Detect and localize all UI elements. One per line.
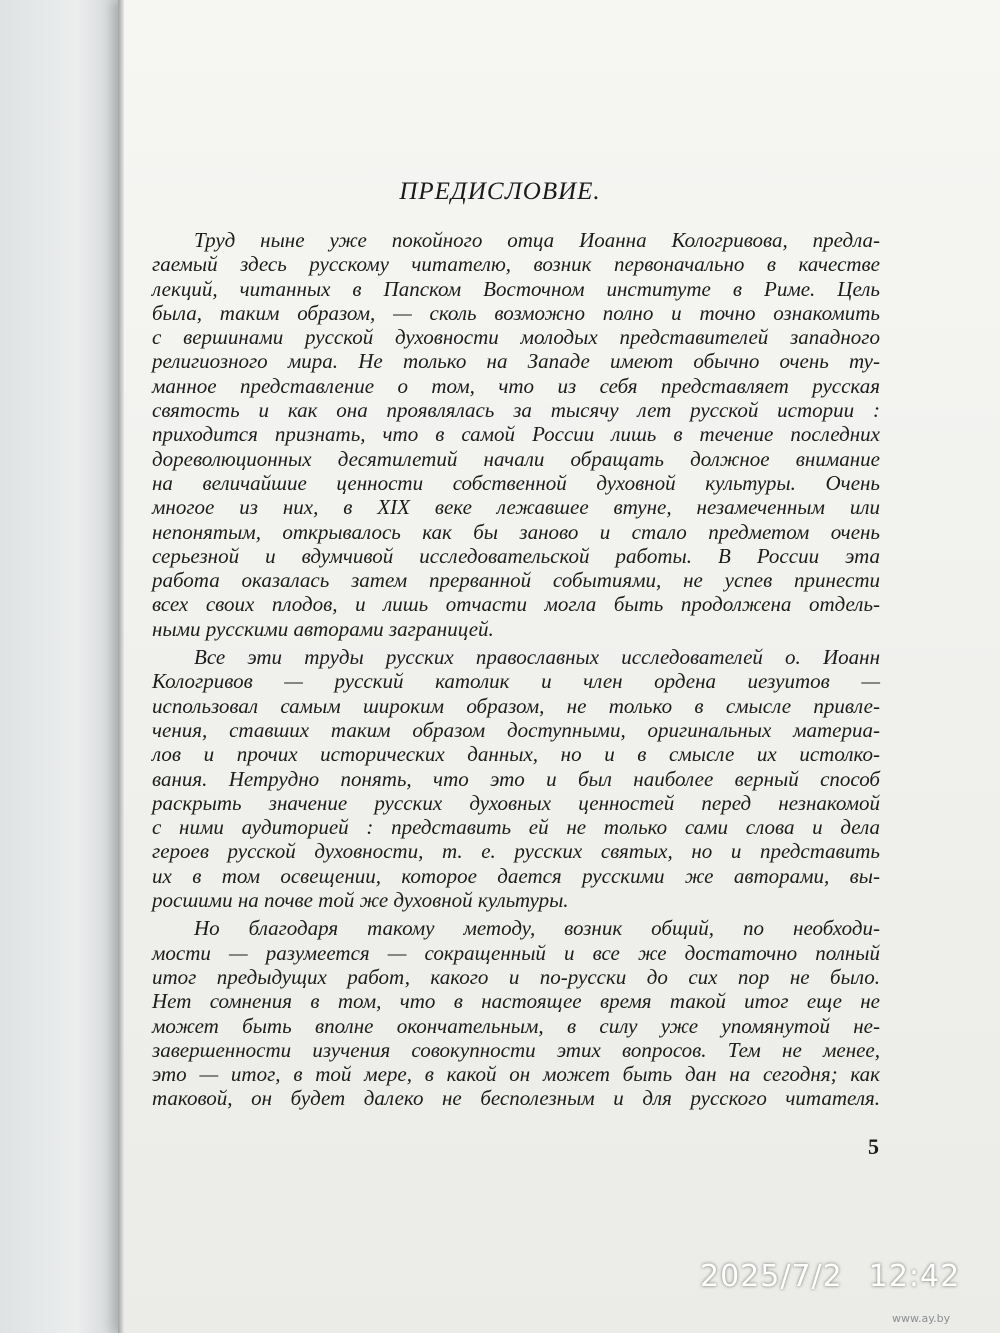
site-watermark: www.ay.by (892, 1312, 951, 1325)
text-line: росшими на почве той же духовной культуры. (152, 888, 569, 913)
text-line: всех своих плодов, и лишь отчасти могла быть продолжена отдель- (152, 592, 880, 617)
text-line: героев русской духовности, т. е. русских святых, но и представить (152, 839, 880, 864)
text-line: манное представление о том, что из себя представляет русская (152, 373, 880, 398)
text-line: многое из них, в XIX веке лежавшее втуне, незамеченным или (152, 495, 880, 520)
text-line: использовал самым широким образом, не только в смысле привле- (152, 693, 880, 718)
text-line: Но благодаря такому методу, возник общий, по необходи- (194, 916, 880, 941)
text-line: Все эти труды русских православных исследователей о. Иоанн (194, 645, 880, 670)
text-line: может быть вполне окончательным, в силу уже упомянутой не- (152, 1013, 880, 1038)
text-line: таковой, он будет далеко не бесполезным и для русского читателя. (152, 1086, 880, 1111)
text-line: ными русскими авторами заграницей. (152, 616, 494, 641)
timestamp-date: 2025/7/2 (700, 1259, 843, 1294)
text-line: итог предыдущих работ, какого и по-русски до сих пор не было. (152, 964, 880, 989)
text-line: серьезной и вдумчивой исследовательской работы. В России эта (152, 543, 880, 568)
text-line: дореволюционных десятилетий начали обращать должное внимание (152, 446, 880, 471)
text-line: Нет сомнения в том, что в настоящее время такой итог еще не (152, 989, 880, 1014)
text-line: вания. Нетрудно понять, что это и был наиболее верный способ (152, 766, 880, 791)
text-line: на величайшие ценности собственной духовной культуры. Очень (152, 470, 880, 495)
text-line: была, таким образом, — сколь возможно полно и точно ознакомить (152, 300, 880, 325)
page-title: ПРЕДИСЛОВИЕ. (399, 178, 601, 205)
body-text (152, 228, 880, 1111)
timestamp-time: 12:42 (868, 1259, 961, 1294)
text-line: святость и как она проявлялась за тысячу лет русской истории : (152, 398, 880, 423)
text-line: с ними аудиторией : представить ей не только сами слова и дела (152, 815, 880, 840)
text-line: работа оказалась затем прерванной событиями, не успев принести (152, 568, 880, 593)
text-line: лов и прочих исторических данных, но и в смысле их истолко- (152, 742, 880, 767)
text-line: лекций, читанных в Папском Восточном институте в Риме. Цель (152, 276, 880, 301)
text-line: чения, ставших таким образом доступными, оригинальных материа- (152, 717, 880, 742)
text-line: раскрыть значение русских духовных ценностей перед незнакомой (152, 790, 880, 815)
text-line: завершенности изучения совокупности этих вопросов. Тем не менее, (152, 1037, 880, 1062)
text-line: это — итог, в той мере, в какой он может быть дан на сегодня; как (152, 1062, 880, 1087)
text-line: их в том освещении, которое дается русскими же авторами, вы- (152, 863, 880, 888)
text-line: Кологривов — русский католик и член ордена иезуитов — (152, 669, 880, 694)
text-line: религиозного мира. Не только на Западе имеют обычно очень ту- (152, 349, 880, 374)
text-line: Труд ныне уже покойного отца Иоанна Кологривова, предла- (194, 228, 880, 252)
text-line: с вершинами русской духовности молодых представителей западного (152, 325, 880, 350)
text-line: гаемый здесь русскому читателю, возник первоначально в качестве (152, 252, 880, 277)
text-line: мости — разумеется — сокращенный и все же достаточно полный (152, 940, 880, 965)
photo-timestamp (700, 1259, 960, 1294)
text-line: непонятым, открывалось как бы заново и стало предметом очень (152, 519, 880, 544)
page-number: 5 (868, 1134, 879, 1159)
text-line: приходится признать, что в самой России лишь в течение последних (152, 422, 880, 447)
